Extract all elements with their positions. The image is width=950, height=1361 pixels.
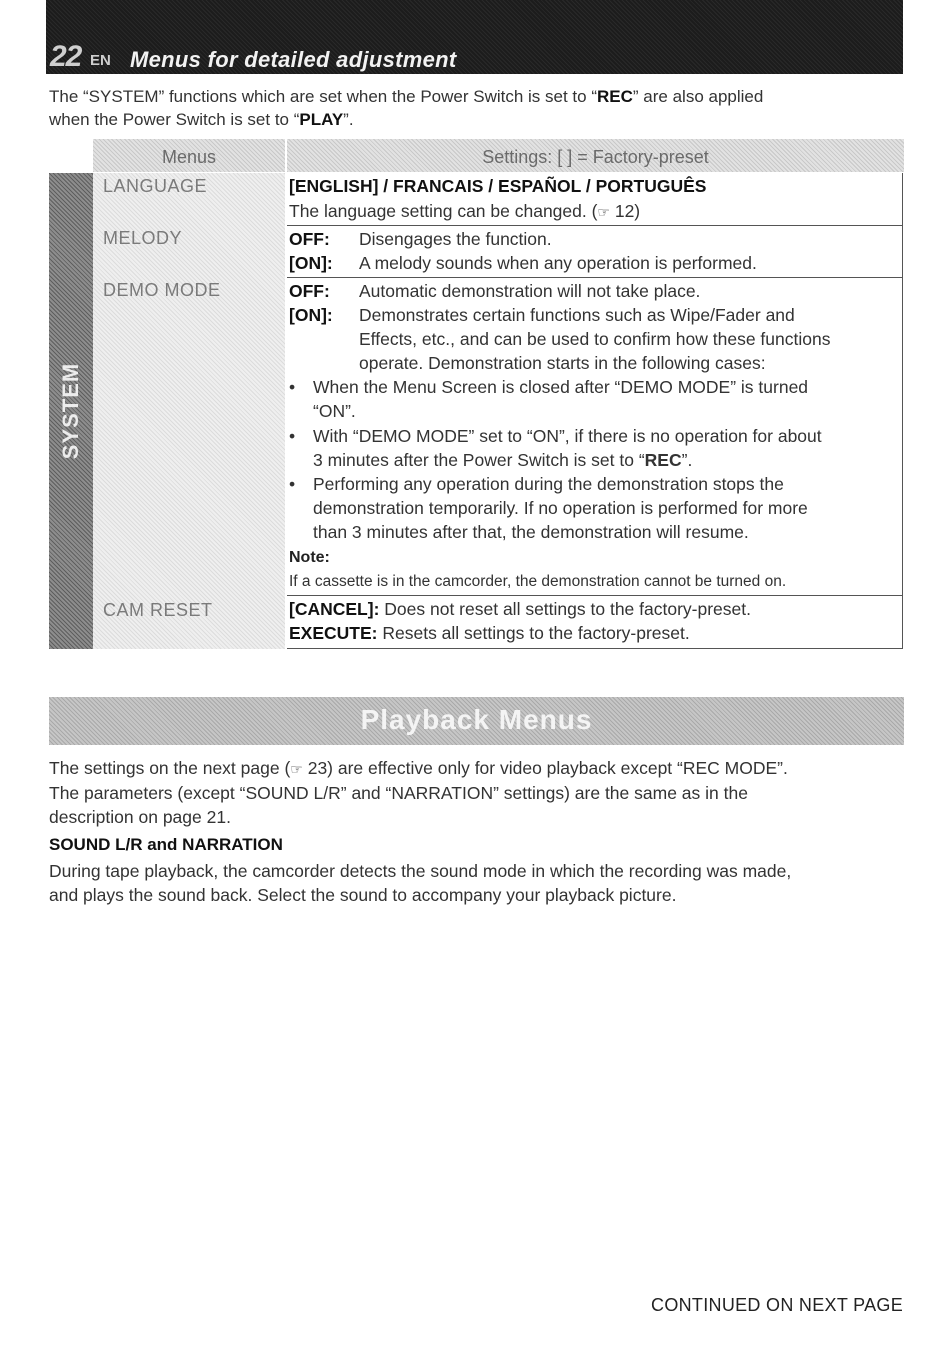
- option-key: [ON]:: [289, 253, 333, 273]
- sound-paragraph: [49, 859, 919, 907]
- bullet-text: When the Menu Screen is closed after “DEMO MODE” is turned: [313, 377, 809, 397]
- bullet-text: Performing any operation during the demonstration stops the: [313, 474, 784, 494]
- intro-emphasis: REC: [597, 87, 633, 106]
- paragraph-text: and plays the sound back. Select the sound to accompany your playback picture.: [49, 885, 677, 905]
- cam-reset-cancel: [289, 599, 751, 620]
- cam-reset-execute: [289, 623, 690, 644]
- note-text: If a cassette is in the camcorder, the demonstration cannot be turned on.: [289, 573, 787, 590]
- playback-paragraph: [49, 756, 919, 829]
- option-key: [CANCEL]:: [289, 599, 380, 619]
- demo-off-text: Automatic demonstration will not take place.: [359, 281, 701, 301]
- menu-item-language: LANGUAGE: [103, 176, 208, 196]
- paragraph-text: The parameters (except “SOUND L/R” and “NARRATION” settings) are the same as in the: [49, 783, 748, 803]
- language-description: [289, 201, 640, 222]
- bullet-text: [313, 450, 692, 471]
- demo-on-text: Demonstrates certain functions such as Wipe/Fader and: [359, 305, 795, 325]
- option-key: OFF:: [289, 229, 330, 249]
- column-header-menus: Menus: [93, 139, 285, 172]
- demo-off: [289, 281, 330, 302]
- note-title: Note:: [289, 549, 330, 566]
- column-header-settings: Settings: [ ] = Factory-preset: [287, 139, 904, 172]
- menu-item-cam-reset: CAM RESET: [103, 600, 213, 620]
- intro-text: when the Power Switch is set to “: [49, 110, 300, 129]
- language-page-ref: 12): [609, 201, 641, 221]
- bullet-text: With “DEMO MODE” set to “ON”, if there is no operation for about: [313, 426, 822, 446]
- bullet-text-part: ”.: [681, 450, 693, 470]
- language-options: [ENGLISH] / FRANCAIS / ESPAÑOL / PORTUGUÊS: [289, 176, 707, 196]
- intro-text: The “SYSTEM” functions which are set when the Power Switch is set to “: [49, 87, 597, 106]
- bullet-icon: •: [289, 474, 296, 494]
- section-tab-label: SYSTEM: [58, 362, 83, 460]
- menu-item-melody: MELODY: [103, 228, 183, 248]
- intro-text: ”.: [343, 110, 354, 129]
- reference-icon: ☞: [290, 761, 303, 777]
- bullet-text: demonstration temporarily. If no operation is performed for more: [313, 498, 808, 518]
- bullet-text: “ON”.: [313, 401, 356, 421]
- bullet-emphasis: REC: [644, 450, 682, 470]
- playback-menus-banner: [49, 697, 904, 745]
- page-language: EN: [90, 52, 111, 69]
- cam-reset-execute-text: Resets all settings to the factory-preset.: [382, 623, 690, 643]
- demo-on: [289, 305, 333, 326]
- option-key: EXECUTE:: [289, 623, 378, 643]
- table-row-cam-reset: [287, 596, 902, 649]
- table-row-language: [287, 173, 902, 226]
- paragraph-text: During tape playback, the camcorder detects the sound mode in which the recording was made,: [49, 861, 792, 881]
- melody-on: [289, 253, 333, 274]
- settings-column: [287, 173, 903, 649]
- demo-on-text: operate. Demonstration starts in the following cases:: [359, 353, 766, 373]
- table-row-demo-mode: [287, 278, 902, 596]
- paragraph-text: description on page 21.: [49, 807, 231, 827]
- menu-item-demo-mode: DEMO MODE: [103, 280, 221, 300]
- bullet-text: than 3 minutes after that, the demonstration will resume.: [313, 522, 749, 542]
- intro-paragraph: [49, 85, 904, 131]
- melody-off-text: Disengages the function.: [359, 229, 552, 249]
- intro-text: ” are also applied: [632, 87, 764, 106]
- option-key: [ON]:: [289, 305, 333, 325]
- demo-on-text: Effects, etc., and can be used to confirm how these functions: [359, 329, 831, 349]
- paragraph-text: The settings on the next page (: [49, 758, 291, 778]
- paragraph-text: 23) are effective only for video playback except “REC MODE”.: [302, 758, 788, 778]
- page-number: 22: [50, 40, 82, 73]
- header-bar: [46, 0, 903, 74]
- bullet-icon: •: [289, 377, 296, 397]
- intro-emphasis: PLAY: [299, 110, 344, 129]
- melody-on-text: A melody sounds when any operation is performed.: [359, 253, 757, 273]
- page-title: Menus for detailed adjustment: [130, 47, 457, 72]
- option-key: OFF:: [289, 281, 330, 301]
- bullet-text-part: 3 minutes after the Power Switch is set to “: [313, 450, 645, 470]
- table-header: [93, 139, 904, 172]
- subheading: SOUND L/R and NARRATION: [49, 835, 283, 854]
- menu-column: [93, 173, 285, 649]
- cam-reset-cancel-text: Does not reset all settings to the factory-preset.: [384, 599, 751, 619]
- continued-footer: CONTINUED ON NEXT PAGE: [651, 1295, 903, 1315]
- bullet-icon: •: [289, 426, 296, 446]
- section-title: Playback Menus: [360, 704, 593, 735]
- reference-icon: ☞: [597, 204, 610, 220]
- language-description-text: The language setting can be changed. (: [289, 201, 598, 221]
- table-row-melody: [287, 226, 902, 278]
- section-tab: [49, 173, 93, 649]
- melody-off: [289, 229, 330, 250]
